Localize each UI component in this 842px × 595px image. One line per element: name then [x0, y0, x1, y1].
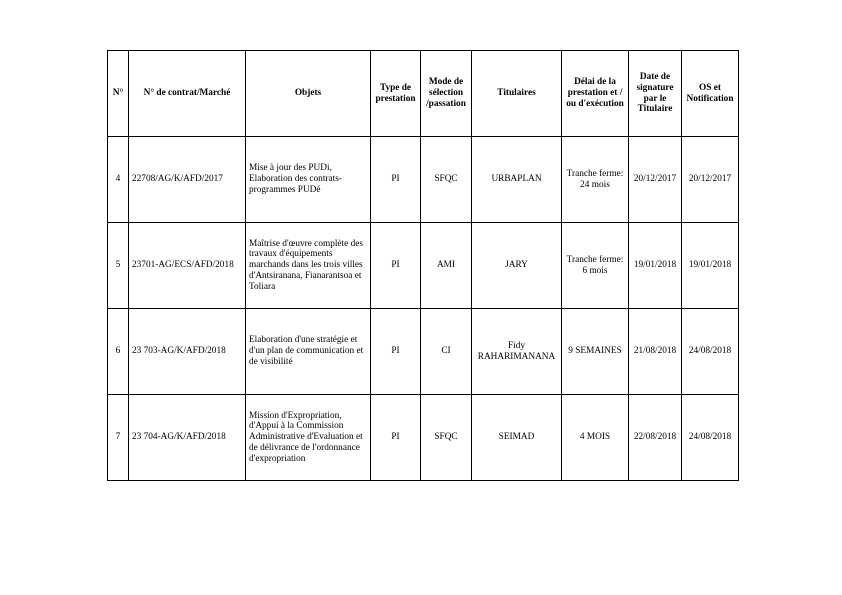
- cell-date-signature: 22/08/2018: [629, 395, 682, 481]
- cell-delai: 9 SEMAINES: [562, 309, 629, 395]
- cell-num: 6: [108, 309, 129, 395]
- cell-contrat: 22708/AG/K/AFD/2017: [129, 137, 246, 223]
- table-row: [108, 395, 739, 481]
- header-contrat: N° de contrat/Marché: [129, 51, 246, 137]
- header-type: Type de prestation: [371, 51, 421, 137]
- header-date-signature: Date de signature par le Titulaire: [629, 51, 682, 137]
- cell-mode: CI: [421, 309, 472, 395]
- cell-mode: SFQC: [421, 137, 472, 223]
- cell-date-signature: 21/08/2018: [629, 309, 682, 395]
- cell-type: PI: [371, 137, 421, 223]
- cell-delai: Tranche ferme: 6 mois: [562, 223, 629, 309]
- cell-os: 19/01/2018: [682, 223, 739, 309]
- cell-contrat: 23 703-AG/K/AFD/2018: [129, 309, 246, 395]
- cell-titulaire: JARY: [472, 223, 562, 309]
- cell-num: 5: [108, 223, 129, 309]
- header-objets: Objets: [246, 51, 371, 137]
- header-titulaires: Titulaires: [472, 51, 562, 137]
- cell-num: 4: [108, 137, 129, 223]
- cell-type: PI: [371, 309, 421, 395]
- table-row: [108, 309, 739, 395]
- header-mode: Mode de sélection /passation: [421, 51, 472, 137]
- cell-num: 7: [108, 395, 129, 481]
- table-header-row: [108, 51, 739, 137]
- cell-date-signature: 19/01/2018: [629, 223, 682, 309]
- cell-type: PI: [371, 223, 421, 309]
- cell-delai: Tranche ferme: 24 mois: [562, 137, 629, 223]
- cell-delai: 4 MOIS: [562, 395, 629, 481]
- cell-os: 20/12/2017: [682, 137, 739, 223]
- cell-date-signature: 20/12/2017: [629, 137, 682, 223]
- cell-mode: AMI: [421, 223, 472, 309]
- cell-type: PI: [371, 395, 421, 481]
- cell-objet: Mission d'Expropriation, d'Appui à la Commission Administrative d'Evaluation et de délivrance de l'ordonnance d'expropriation: [246, 395, 371, 481]
- cell-objet: Elaboration d'une stratégie et d'un plan de communication et de visibilité: [246, 309, 371, 395]
- cell-titulaire: SEIMAD: [472, 395, 562, 481]
- contracts-table: [107, 50, 739, 481]
- cell-titulaire: URBAPLAN: [472, 137, 562, 223]
- cell-os: 24/08/2018: [682, 395, 739, 481]
- header-os: OS et Notification: [682, 51, 739, 137]
- header-delai: Délai de la prestation et / ou d'exécution: [562, 51, 629, 137]
- cell-objet: Maîtrise d'œuvre complète des travaux d'équipements marchands dans les trois villes d'Antsiranana, Fianarantsoa et Toliara: [246, 223, 371, 309]
- cell-contrat: 23701-AG/ECS/AFD/2018: [129, 223, 246, 309]
- cell-mode: SFQC: [421, 395, 472, 481]
- cell-titulaire: Fidy RAHARIMANANA: [472, 309, 562, 395]
- table-row: [108, 137, 739, 223]
- cell-os: 24/08/2018: [682, 309, 739, 395]
- table-row: [108, 223, 739, 309]
- cell-objet: Mise à jour des PUDi, Elaboration des contrats-programmes PUDé: [246, 137, 371, 223]
- header-num: N°: [108, 51, 129, 137]
- cell-contrat: 23 704-AG/K/AFD/2018: [129, 395, 246, 481]
